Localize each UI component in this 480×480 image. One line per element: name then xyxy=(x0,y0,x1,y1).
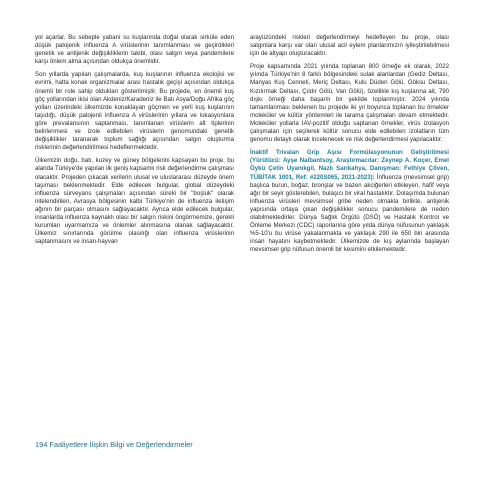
right-paragraph-1: arayüzündeki riskleri değerlendirmeyi hedefleyen bu proje, olası salgınlara karşı var olan ulusal acil eylem planlarımızın iyileştirilebilmesi için de altyapı oluşturacaktır. xyxy=(250,34,449,58)
right-text-column xyxy=(250,34,449,254)
project-body: İnfluenza (mevsimsel grip) başlıca burun, boğaz, bronşlar ve bazen akciğerleri etkileyen, hafif veya ağır bir seyir gösterebilen, bulaşıcı bir viral hastalıktır. Dolaşımda bulunan influenza virüsleri mevsimsel gribe neden olmakla birlikte, antijenik yapısında ortaya çıkan değişiklikler sonucu pandemilere de neden olabilmektedirler. Dünya Sağlık Örgütü (DSÖ) ve Hastalık Kontrol ve Önleme Merkezi (CDC) raporlarına göre yılda dünya nüfusunun yaklaşık %5-10'u bu virüse yakalanmakta ve yaklaşık 290 ile 650 bin arasında insan hayatını kaybetmektedir. Ülkemizde de kış aylarında başlayan mevsimsel grip nüfusun önemli bir kesimini etkilemektedir. xyxy=(250,173,449,254)
left-paragraph-1: yol açarlar. Bu sebeple yabani su kuşlarında doğal olarak sirküle eden düşük patojenik influenza A virüslerinin tanımlanması ve geçirdikleri genetik ve antijenik değişikliklerin takibi, olası salgın veya pandemilere karşı önlem alma açısından oldukça önemlidir. xyxy=(35,34,234,66)
right-paragraph-2: Proje kapsamında 2021 yılında toplanan 800 örneğe ek olarak, 2022 yılında Türkiye'nin 8 farklı bölgesindeki sulak alanlardan (Gediz Deltası, Manyas Kuş Cenneti, Meriç Deltası, Kulu Düden Gölü, Göksu Deltası, Kızılırmak Deltası, Çıldır Gölü, Van Gölü), özellikle kış kuşlarına ait, 790 dışkı örneği daha başarılı bir şekilde toplanmıştır. 2024 yılında tamamlanması beklenen bu projede iki yıl boyunca toplanan bu örnekler moleküler ve kültür yöntemleri ile tarama çalışmaları devam etmektedir. Moleküler yollarla IAV-pozitif olduğu saptanan örnekler, virüs izolasyon çalışmaları için seçilerek kültür sonucu elde edilebilen izolatların tüm genomu detaylı olarak incelenecek ve risk değerlendirmesi yapılacaktır. xyxy=(250,63,449,144)
right-paragraph-3 xyxy=(250,149,449,254)
page-footer: 194 Faaliyetlere İlişkin Bilgi ve Değerlendirmeler xyxy=(35,440,193,449)
project-heading: İnaktif Trivalan Grip Aşısı Formülasyonunun Geliştirilmesi (Yürütücü: Ayşe Nalbantsoy, Araştırmacılar: Zeynep A. Koçer, Emel Öykü Çetin Uyanıkgil, Nazlı Sarıkahya, Danışman: Fethiye Çöven, TÜBİTAK 1001, Ref: #220S065, 2021-2023): xyxy=(250,149,449,181)
left-text-column xyxy=(35,34,234,246)
left-paragraph-3: Ülkemizin doğu, batı, kuzey ve güney bölgelerini kapsayan bu proje, bu alanda Türkiye'de yapılan ilk geniş kapsamlı risk değerlendirme çalışması olacaktır. Projeden çıkacak verilerin ulusal ve uluslararası düzeyde önem taşıması beklenmektedir. Elde edilecek bulgular, global düzeydeki influenza sürveyans çalışmaları açısından süreki bir "boşluk" olarak nitelendirilen, Avrasya bölgesinin kalbi Türkiye'nin de influenza iletişim ağının bir parçası olmasını sağlayacaktır. Ayrıca elde edilecek bulgular, insanlarda influenza kaynaklı olası bir salgın riskini öngörmemize, gerekli kurumları uyarmamıza ve önlemler alınmasına olanak sağlayacaktır. Ülkemiz sınırlarında görülme olasılığı olan influenza virüslerinin saptanmasını ve insan-hayvan xyxy=(35,157,234,246)
left-paragraph-2: Son yıllarda yapılan çalışmalarda, kuş kuşlarının influenza ekolojisi ve evrimi, hatta konak organizmalar arası hastalık geçişi açısından oldukça önemli bir role sahip oldukları gösterilmiştir. Bu projede, en önemli kuş göç yollarından ikisi olan Akdeniz/Karadeniz ile Batı Asya/Doğu Afrika göç yolları üzerindeki ülkemizde konaklayan göçmen ve yerli kuş kuşlarının taşıdığı, düşük patojenli influenza A virüslerinin yıllara ve lokasyonlara göre prevalansının saptanması, tanımlanan virüslerin alt tiplerinin belirlenmesi ve izole edilebilen virüslerin genomundaki genetik değişiklikler taranarak toplum sağlığı açısından salgın oluşturma risklerinin değerlendirilmesi hedeflenmektedir. xyxy=(35,71,234,152)
